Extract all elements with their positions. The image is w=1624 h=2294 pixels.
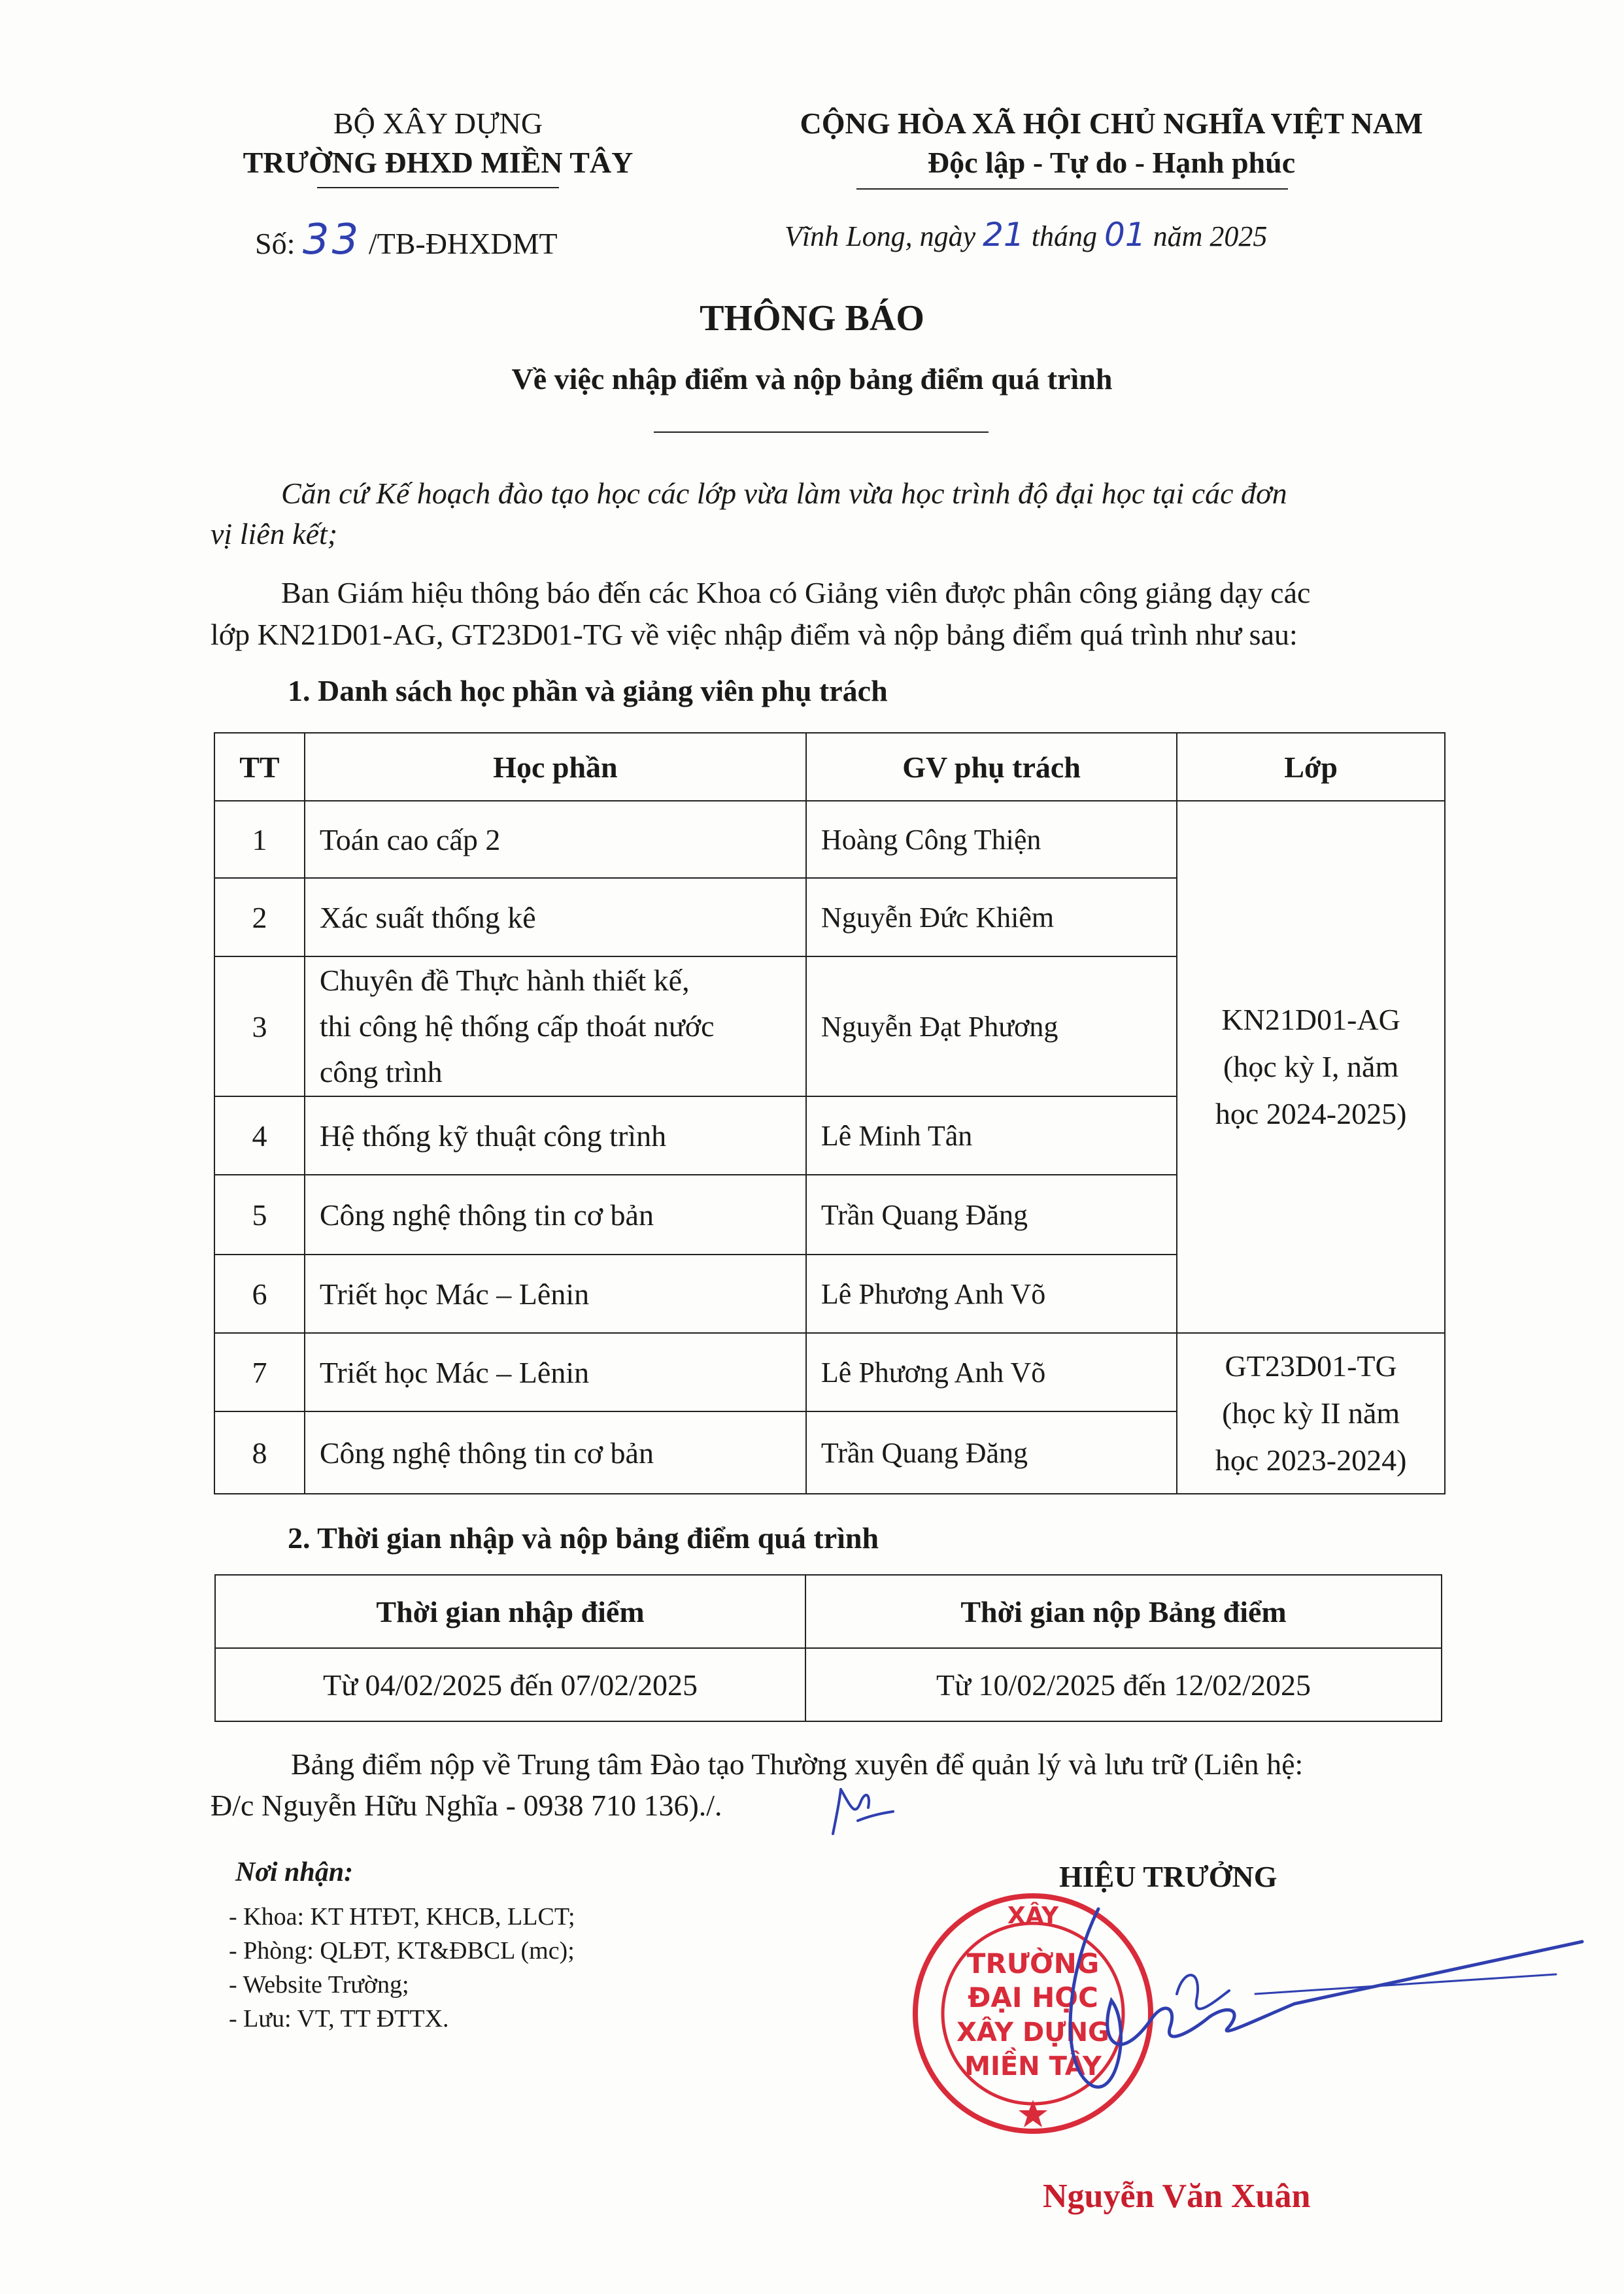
row-course: Triết học Mác – Lênin [305, 1255, 806, 1333]
seal-text-line-2: ĐẠI HỌC [968, 1982, 1098, 2014]
intro-line-1: Ban Giám hiệu thông báo đến các Khoa có Giảng viên được phân công giảng dạy các [281, 576, 1311, 609]
school-name: TRƯỜNG ĐHXD MIỀN TÂY [243, 146, 634, 179]
header-entry-time: Thời gian nhập điểm [215, 1575, 805, 1648]
ministry-name: BỘ XÂY DỰNG [333, 107, 543, 140]
signature-title: HIỆU TRƯỞNG [1059, 1860, 1277, 1893]
row-tt: 4 [214, 1096, 305, 1175]
notice-subtitle: Về việc nhập điểm và nộp bảng điểm quá trình [511, 362, 1113, 396]
document-number [255, 216, 558, 264]
table-row [214, 1333, 1445, 1411]
list-item: - Khoa: KT HTĐT, KHCB, LLCT; [229, 1903, 575, 1931]
seal-text-line-4: MIỀN TÂY [964, 2051, 1102, 2082]
row-course: Công nghệ thông tin cơ bản [305, 1411, 806, 1494]
course-line-3: công trình [319, 1055, 443, 1088]
header-left-underline [317, 187, 559, 188]
header-lecturer: GV phụ trách [806, 733, 1177, 801]
row-tt: 5 [214, 1175, 305, 1255]
seal-text-line-3: XÂY DỰNG [956, 2017, 1109, 2048]
republic-title: CỘNG HÒA XÃ HỘI CHỦ NGHĨA VIỆT NAM [800, 107, 1423, 140]
table-row [214, 801, 1445, 878]
recipients-list [229, 1900, 575, 2036]
course-table [214, 732, 1446, 1494]
submit-time-value: Từ 10/02/2025 đến 12/02/2025 [805, 1648, 1442, 1721]
header-class: Lớp [1177, 733, 1445, 801]
intro-line-2: lớp KN21D01-AG, GT23D01-TG về việc nhập điểm và nộp bảng điểm quá trình như sau: [211, 618, 1298, 651]
handwritten-month: 01 [1104, 216, 1146, 254]
basis-line-2: vị liên kết; [211, 517, 338, 550]
row-lecturer: Nguyễn Đức Khiêm [806, 878, 1177, 956]
class-name: KN21D01-AG [1221, 1003, 1400, 1036]
signer-name: Nguyễn Văn Xuân [1043, 2178, 1311, 2215]
row-lecturer: Trần Quang Đăng [806, 1411, 1177, 1494]
row-course: Triết học Mác – Lênin [305, 1333, 806, 1411]
course-line-1: Chuyên đề Thực hành thiết kế, [319, 964, 690, 997]
row-tt: 1 [214, 801, 305, 878]
course-line-2: thi công hệ thống cấp thoát nước [319, 1009, 715, 1043]
class-term-line-2: học 2024-2025) [1215, 1097, 1407, 1130]
closing-line-1: Bảng điểm nộp về Trung tâm Đào tạo Thường xuyên để quản lý và lưu trữ (Liên hệ: [291, 1747, 1304, 1781]
course-table-header [214, 733, 1445, 801]
row-course: Toán cao cấp 2 [305, 801, 806, 878]
row-tt: 2 [214, 878, 305, 956]
header-right-underline [856, 188, 1288, 190]
time-table [214, 1574, 1442, 1722]
seal-ring-text: XÂY [1007, 1902, 1059, 1929]
section-1-title: 1. Danh sách học phần và giảng viên phụ trách [288, 674, 888, 707]
date-line [785, 216, 1267, 254]
national-motto: Độc lập - Tự do - Hạnh phúc [927, 146, 1296, 179]
row-tt: 3 [214, 956, 305, 1096]
seal-and-signature [902, 1870, 1595, 2197]
seal-text-line-1: TRƯỜNG [966, 1948, 1100, 1980]
row-lecturer: Lê Phương Anh Võ [806, 1333, 1177, 1411]
list-item: - Website Trường; [229, 1971, 409, 1999]
class-term-line-2: học 2023-2024) [1215, 1443, 1407, 1477]
class-term-line-1: (học kỳ II năm [1222, 1396, 1400, 1430]
row-lecturer: Lê Minh Tân [806, 1096, 1177, 1175]
list-item: - Phòng: QLĐT, KT&ĐBCL (mc); [229, 1937, 575, 1965]
closing-line-2: Đ/c Nguyễn Hữu Nghĩa - 0938 710 136)./. [211, 1789, 722, 1822]
red-seal-icon [915, 1896, 1151, 2131]
header-course: Học phần [305, 733, 806, 801]
time-table-header [215, 1575, 1442, 1648]
row-lecturer: Hoàng Công Thiện [806, 801, 1177, 878]
class-group-1 [1177, 801, 1445, 1333]
date-place: Vĩnh Long, ngày [785, 220, 976, 252]
notice-title: THÔNG BÁO [700, 298, 924, 339]
list-item: - Lưu: VT, TT ĐTTX. [229, 2005, 449, 2033]
date-year: năm 2025 [1153, 220, 1268, 252]
row-lecturer: Nguyễn Đạt Phương [806, 956, 1177, 1096]
recipients-label: Nơi nhận: [235, 1857, 354, 1887]
date-month-label: tháng [1031, 220, 1097, 252]
class-group-2 [1177, 1333, 1445, 1494]
handwritten-day: 21 [983, 216, 1024, 254]
row-course: Xác suất thống kê [305, 878, 806, 956]
row-lecturer: Trần Quang Đăng [806, 1175, 1177, 1255]
row-tt: 8 [214, 1411, 305, 1494]
entry-time-value: Từ 04/02/2025 đến 07/02/2025 [215, 1648, 805, 1721]
row-course: Hệ thống kỹ thuật công trình [305, 1096, 806, 1175]
row-tt: 6 [214, 1255, 305, 1333]
number-suffix: /TB-ĐHXDMT [368, 227, 558, 260]
header-submit-time: Thời gian nộp Bảng điểm [805, 1575, 1442, 1648]
number-prefix: Số: [255, 227, 296, 260]
section-2-title: 2. Thời gian nhập và nộp bảng điểm quá trình [288, 1521, 879, 1555]
row-course: Công nghệ thông tin cơ bản [305, 1175, 806, 1255]
row-lecturer: Lê Phương Anh Võ [806, 1255, 1177, 1333]
table-row [215, 1648, 1442, 1721]
initials-mark-icon [825, 1781, 897, 1844]
handwritten-number: 33 [302, 216, 362, 264]
row-tt: 7 [214, 1333, 305, 1411]
title-divider [654, 431, 989, 433]
class-name: GT23D01-TG [1225, 1349, 1397, 1383]
basis-line-1: Căn cứ Kế hoạch đào tạo học các lớp vừa làm vừa học trình độ đại học tại các đơn [281, 477, 1287, 510]
row-course-multiline [305, 956, 806, 1096]
class-term-line-1: (học kỳ I, năm [1223, 1050, 1399, 1083]
header-tt: TT [214, 733, 305, 801]
